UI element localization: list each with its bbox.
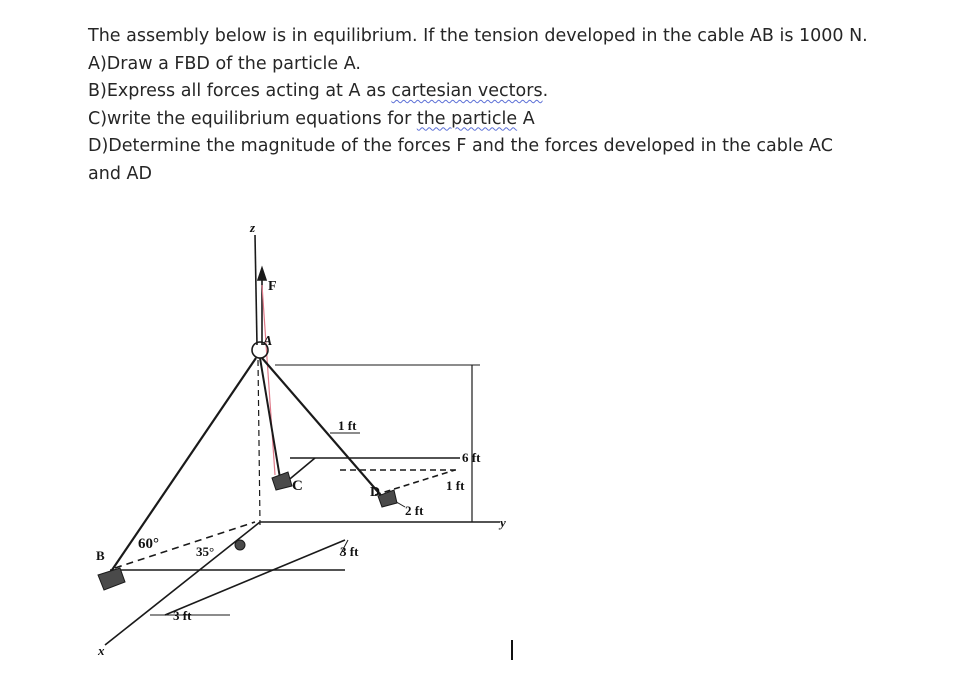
axis-y-label: y bbox=[500, 515, 506, 530]
force-f-label: F bbox=[268, 279, 277, 294]
part-c-spellcheck-phrase: the particle bbox=[416, 108, 518, 129]
point-c-label: C bbox=[292, 478, 303, 494]
pulley-35 bbox=[235, 540, 245, 550]
part-b-suffix: . bbox=[542, 81, 549, 101]
force-f-arrowhead bbox=[258, 268, 266, 280]
support-d bbox=[378, 490, 397, 507]
b-dashed-line bbox=[115, 522, 255, 568]
support-b bbox=[98, 568, 125, 590]
vertical-projection bbox=[258, 360, 260, 525]
cable-ab bbox=[112, 358, 256, 570]
part-a: A)Draw a FBD of the particle A. bbox=[88, 53, 361, 74]
dim-1ft-top-label: 1 ft bbox=[338, 418, 357, 433]
part-b-prefix: B)Express all forces acting at A as bbox=[88, 81, 392, 101]
dim-3ft-bottom-label: 3 ft bbox=[173, 608, 192, 623]
part-d: D)Determine the magnitude of the forces F and the forces developed in the cable AC and AD bbox=[88, 136, 833, 184]
dim-3ft-mid-label: 3 ft bbox=[340, 544, 359, 559]
z-axis bbox=[255, 235, 257, 345]
dim-6ft-label: 6 ft bbox=[462, 450, 481, 465]
part-b-spellcheck-phrase: cartesian vectors bbox=[391, 81, 543, 101]
problem-intro: The assembly below is in equilibrium. If the tension developed in the cable AB is 1000 N. bbox=[88, 26, 868, 46]
dim-2ft-label: 2 ft bbox=[405, 503, 424, 518]
ground-line-2 bbox=[165, 540, 345, 615]
axis-z-label: z bbox=[250, 220, 256, 235]
point-d-label: D bbox=[370, 485, 381, 500]
point-b-label: B bbox=[96, 548, 105, 563]
ground-line-6 bbox=[375, 470, 455, 495]
x-axis bbox=[105, 522, 260, 645]
axis-x-label: x bbox=[98, 643, 105, 658]
dim-1ft-right-label: 1 ft bbox=[446, 478, 465, 493]
part-c-prefix: C)write the equilibrium equations for bbox=[88, 108, 417, 129]
point-a-label: A bbox=[263, 334, 273, 349]
angle-60-label: 60° bbox=[138, 536, 159, 552]
angle-35-label: 35° bbox=[196, 544, 215, 559]
part-c-suffix: A bbox=[517, 108, 535, 129]
text-cursor bbox=[511, 640, 513, 660]
